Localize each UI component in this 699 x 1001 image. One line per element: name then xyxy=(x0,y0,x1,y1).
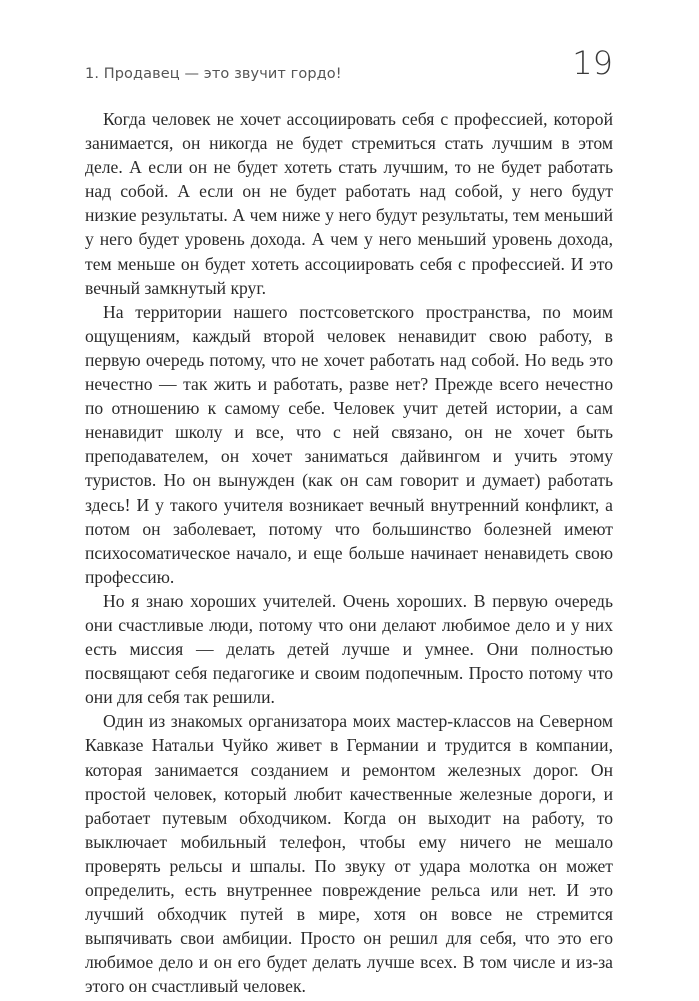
paragraph-2: На территории нашего постсоветского пространства, по моим ощущениям, каждый второй человек ненавидит свою работу, в первую очередь потому, что не хочет работать над собой. Но ведь это нечестно — так жить и работать, разве нет? Прежде всего нечестно по отношению к самому себе. Человек учит детей истории, а сам ненавидит школу и все, что с ней связано, он не хочет быть преподавателем, он хочет заниматься дайвингом и учить этому туристов. Но он вынужден (как он сам говорит и думает) работать здесь! И у такого учителя возникает вечный внутренний конфликт, а потом он заболевает, потому что большинство болезней имеют психосоматическое начало, и еще больше начинает ненавидеть свою профессию. xyxy=(85,301,613,587)
paragraph-4: Один из знакомых организатора моих мастер-классов на Северном Кавказе Натальи Чуйко живет в Германии и трудится в компании, которая занимается созданием и ремонтом железных дорог. Он простой человек, который любит качественные железные дороги, и работает путевым обходчиком. Когда он выходит на работу, то выключает мобильный телефон, чтобы ему ничего не мешало проверять рельсы и шпалы. По звуку от удара молотка он может определить, есть внутреннее повреждение рельса или нет. И это лучший обходчик путей в мире, хотя он вовсе не стремится выпячивать свои амбиции. Просто он решил для себя, что это его любимое дело и он его будет делать лучше всех. В том числе и из-за этого он счастливый человек. xyxy=(85,711,613,997)
running-head-title: 1. Продавец — это звучит гордо! xyxy=(85,66,342,82)
page-number: 19 xyxy=(572,44,613,82)
body-text xyxy=(85,107,613,998)
paragraph-3: Но я знаю хороших учителей. Очень хороших. В первую очередь они счастливые люди, потому что они делают любимое дело и у них есть миссия — делать детей лучше и умнее. Они полностью посвящают себя педагогике и своим подопечным. Просто потому что они для себя так решили. xyxy=(85,590,613,708)
paragraph-1: Когда человек не хочет ассоциировать себя с профессией, которой занимается, он никогда не будет стремиться стать лучшим в этом деле. А если он не будет хотеть стать лучшим, то не будет работать над собой. А если он не будет работать над собой, у него будут низкие результаты. А чем ниже у него будут результаты, тем меньший у него будет уровень дохода. А чем у него меньший уровень дохода, тем меньше он будет хотеть ассоциировать себя с профессией. И это вечный замкнутый круг. xyxy=(85,109,613,298)
